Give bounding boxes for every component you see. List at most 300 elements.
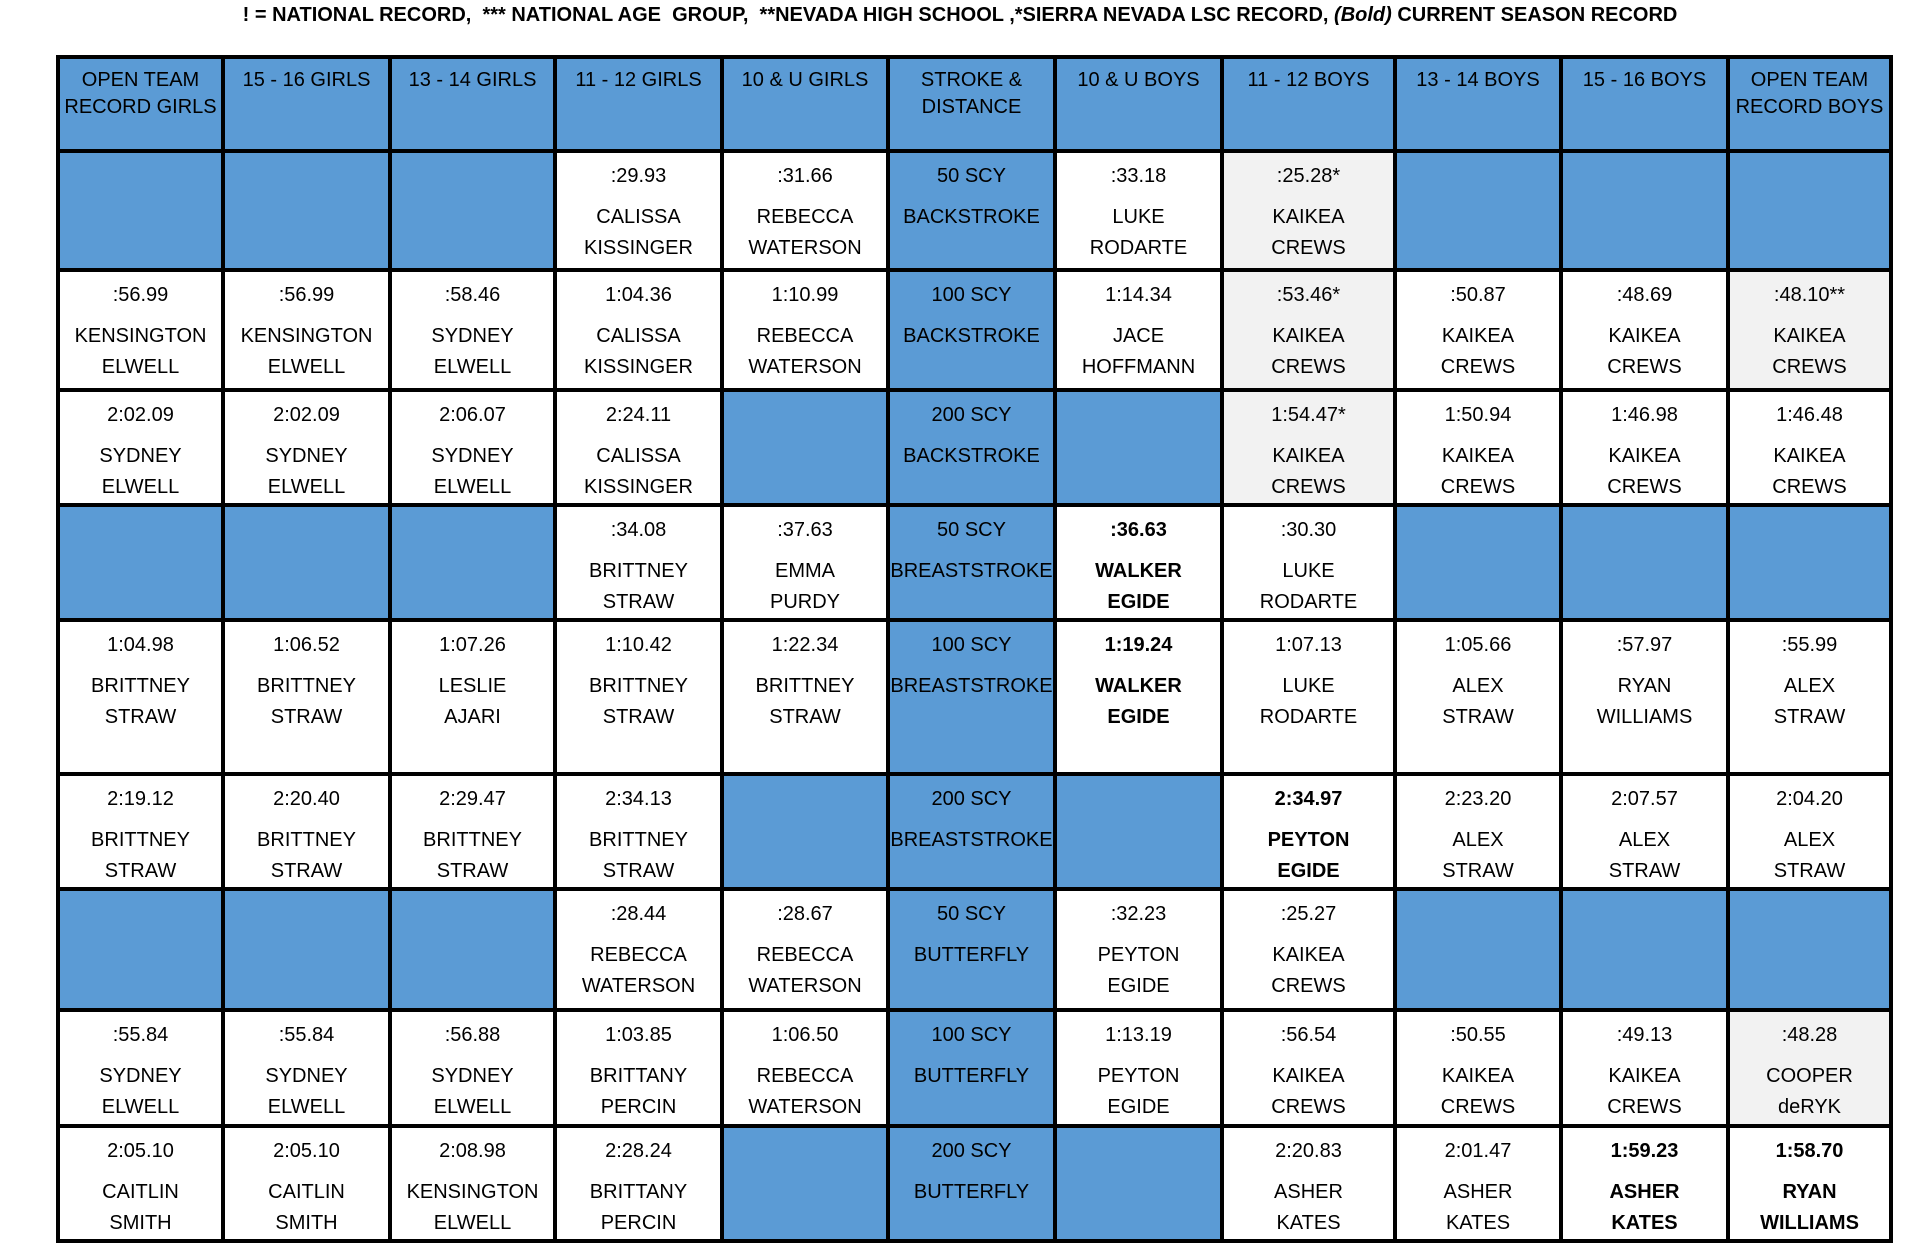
- header-label: 11 - 12 BOYS: [1247, 69, 1370, 91]
- swimmer-last-name: STRAW: [602, 859, 675, 882]
- record-time: :50.87: [1450, 284, 1506, 307]
- legend-text-2: CURRENT SEASON RECORD: [1391, 4, 1678, 26]
- swimmer-first-name: WALKER: [1095, 559, 1182, 582]
- record-time: 2:05.10: [273, 1139, 340, 1162]
- header-15-16-boys: [1561, 57, 1728, 151]
- swimmer-first-name: BRITTNEY: [589, 828, 688, 851]
- record-cell: [1055, 889, 1222, 1010]
- event-stroke: BUTTERFLY: [913, 1180, 1030, 1203]
- event-stroke: BREASTSTROKE: [890, 559, 1053, 582]
- swimmer-last-name: STRAW: [1442, 859, 1514, 882]
- legend-text-bold-note: (Bold): [1334, 4, 1392, 26]
- record-cell: [58, 1126, 223, 1241]
- header-label: 13 - 14 BOYS: [1416, 69, 1540, 91]
- swimmer-last-name: WILLIAMS: [1760, 1211, 1859, 1234]
- swimmer-first-name: LUKE: [1282, 559, 1335, 582]
- swimmer-first-name: KAIKEA: [1441, 325, 1515, 348]
- record-time: 1:19.24: [1104, 634, 1173, 657]
- event-stroke: BACKSTROKE: [903, 444, 1040, 467]
- empty-cell: [1728, 889, 1891, 1010]
- swimmer-first-name: ASHER: [1274, 1180, 1343, 1203]
- swimmer-last-name: CREWS: [1772, 475, 1847, 498]
- record-row: [58, 620, 1891, 773]
- record-cell: [555, 505, 722, 620]
- record-cell: [722, 1010, 888, 1125]
- swimmer-last-name: CREWS: [1271, 475, 1346, 498]
- swimmer-last-name: ELWELL: [267, 1096, 346, 1119]
- swimmer-first-name: COOPER: [1766, 1065, 1853, 1088]
- record-time: :48.10**: [1773, 284, 1846, 307]
- record-time: 1:13.19: [1105, 1024, 1172, 1047]
- swimmer-first-name: PEYTON: [1097, 1065, 1180, 1088]
- swimmer-first-name: KAIKEA: [1608, 444, 1681, 467]
- swimmer-last-name: STRAW: [1773, 859, 1846, 882]
- swimmer-last-name: AJARI: [444, 706, 501, 729]
- event-distance: 50 SCY: [937, 165, 1006, 187]
- record-cell: [1561, 1010, 1728, 1125]
- record-time: :28.44: [610, 903, 667, 926]
- swimmer-last-name: ELWELL: [433, 1211, 512, 1234]
- swimmer-first-name: BRITTNEY: [257, 828, 356, 851]
- record-cell: [1222, 620, 1395, 773]
- swimmer-last-name: STRAW: [104, 706, 177, 729]
- swimmer-first-name: EMMA: [775, 559, 835, 582]
- record-cell: [722, 505, 888, 620]
- swimmer-first-name: ALEX: [1618, 828, 1671, 851]
- record-cell: [1728, 390, 1891, 505]
- swimmer-last-name: RODARTE: [1259, 706, 1358, 729]
- record-cell: [58, 1010, 223, 1125]
- swimmer-first-name: KAIKEA: [1773, 444, 1846, 467]
- record-time: :58.46: [444, 284, 501, 307]
- record-cell: [223, 620, 390, 773]
- record-time: 1:58.70: [1775, 1139, 1844, 1162]
- swimmer-last-name: STRAW: [1773, 706, 1846, 729]
- event-distance: 50 SCY: [937, 518, 1006, 541]
- swimmer-first-name: KAIKEA: [1272, 1065, 1345, 1088]
- record-cell: [1395, 1010, 1561, 1125]
- record-cell: [1561, 390, 1728, 505]
- swimmer-last-name: ELWELL: [433, 475, 512, 498]
- record-time: 2:07.57: [1611, 787, 1678, 810]
- record-time: :48.28: [1781, 1024, 1838, 1047]
- swimmer-first-name: KENSINGTON: [240, 325, 373, 348]
- swimmer-first-name: CALISSA: [596, 206, 681, 228]
- record-time: :34.08: [610, 518, 667, 541]
- record-time: 1:46.48: [1776, 403, 1843, 426]
- record-time: :36.63: [1110, 518, 1167, 541]
- record-time: :28.67: [777, 903, 833, 926]
- record-cell: [1222, 505, 1395, 620]
- record-cell: [390, 774, 555, 889]
- swimmer-last-name: STRAW: [1442, 706, 1514, 729]
- empty-cell: [58, 505, 223, 620]
- swimmer-last-name: STRAW: [602, 706, 675, 729]
- header-label: STROKE &: [920, 69, 1023, 91]
- swimmer-last-name: STRAW: [1608, 859, 1681, 882]
- swimmer-first-name: KENSINGTON: [406, 1180, 539, 1203]
- swimmer-last-name: ELWELL: [433, 356, 512, 379]
- record-cell: [1222, 1010, 1395, 1125]
- record-row: [58, 1010, 1891, 1125]
- swimmer-first-name: ASHER: [1609, 1180, 1680, 1203]
- swimmer-last-name: KATES: [1445, 1211, 1511, 1234]
- event-stroke: BUTTERFLY: [913, 944, 1030, 967]
- record-time: :55.84: [278, 1024, 335, 1047]
- header-label: 15 - 16 GIRLS: [242, 69, 371, 91]
- empty-cell: [390, 889, 555, 1010]
- record-cell: [390, 1126, 555, 1241]
- record-time: :57.97: [1616, 634, 1673, 657]
- swimmer-last-name: ELWELL: [101, 356, 180, 379]
- record-cell: [1055, 151, 1222, 270]
- event-cell: [888, 505, 1055, 620]
- record-cell: [555, 1010, 722, 1125]
- record-cell: [223, 1126, 390, 1241]
- header-label: 13 - 14 GIRLS: [408, 69, 537, 91]
- team-records-table: [56, 55, 1893, 1243]
- record-cell: [722, 151, 888, 270]
- header-10u-boys: [1055, 57, 1222, 151]
- event-cell: [888, 390, 1055, 505]
- swimmer-first-name: SYDNEY: [265, 444, 348, 467]
- record-cell: [1395, 270, 1561, 389]
- swimmer-last-name: EGIDE: [1107, 975, 1170, 998]
- header-open-girls: [58, 57, 223, 151]
- swimmer-first-name: KAIKEA: [1608, 325, 1681, 348]
- record-time: 2:24.11: [605, 403, 672, 426]
- swimmer-last-name: WATERSON: [748, 975, 862, 998]
- swimmer-last-name: WILLIAMS: [1596, 706, 1693, 729]
- record-time: 2:02.09: [273, 403, 340, 426]
- swimmer-first-name: BRITTNEY: [755, 675, 855, 698]
- record-row: [58, 270, 1891, 389]
- empty-cell: [1055, 1126, 1222, 1241]
- record-time: :55.99: [1781, 634, 1838, 657]
- event-stroke: BUTTERFLY: [913, 1065, 1030, 1088]
- record-time: 2:23.20: [1444, 787, 1512, 810]
- swimmer-last-name: STRAW: [270, 706, 343, 729]
- empty-cell: [1561, 151, 1728, 270]
- swimmer-last-name: CREWS: [1607, 1096, 1682, 1119]
- event-cell: [888, 1010, 1055, 1125]
- record-time: :33.18: [1110, 165, 1167, 187]
- record-time: 1:46.98: [1611, 403, 1678, 426]
- swimmer-last-name: CREWS: [1440, 475, 1516, 498]
- record-cell: [1728, 1010, 1891, 1125]
- swimmer-last-name: EGIDE: [1107, 590, 1170, 613]
- swimmer-first-name: ALEX: [1452, 828, 1504, 851]
- swimmer-last-name: CREWS: [1271, 975, 1346, 998]
- record-cell: [1222, 774, 1395, 889]
- record-cell: [390, 1010, 555, 1125]
- swimmer-last-name: EGIDE: [1277, 859, 1340, 882]
- empty-cell: [722, 774, 888, 889]
- event-cell: [888, 151, 1055, 270]
- swimmer-first-name: PEYTON: [1267, 828, 1350, 851]
- record-time: 1:54.47*: [1271, 403, 1346, 426]
- empty-cell: [223, 505, 390, 620]
- header-label: RECORD GIRLS: [64, 96, 217, 118]
- record-time: 2:19.12: [107, 787, 174, 810]
- swimmer-first-name: KAIKEA: [1272, 325, 1345, 348]
- record-time: 1:07.13: [1275, 634, 1342, 657]
- empty-cell: [1395, 151, 1561, 270]
- record-time: 2:01.47: [1444, 1139, 1512, 1162]
- swimmer-first-name: BRITTNEY: [423, 828, 522, 851]
- record-cell: [1728, 1126, 1891, 1241]
- record-time: 1:14.34: [1105, 284, 1172, 307]
- record-row: [58, 151, 1891, 270]
- record-cell: [1222, 151, 1395, 270]
- record-cell: [555, 151, 722, 270]
- record-time: :30.30: [1280, 518, 1337, 541]
- swimmer-first-name: ASHER: [1443, 1180, 1513, 1203]
- record-time: 2:34.13: [605, 787, 672, 810]
- record-cell: [1055, 1010, 1222, 1125]
- swimmer-first-name: PEYTON: [1097, 944, 1180, 967]
- record-row: [58, 390, 1891, 505]
- event-distance: 100 SCY: [931, 284, 1012, 307]
- header-label: DISTANCE: [921, 96, 1022, 118]
- record-time: 2:05.10: [107, 1139, 174, 1162]
- swimmer-last-name: RODARTE: [1089, 237, 1188, 259]
- empty-cell: [223, 151, 390, 270]
- event-distance: 100 SCY: [931, 1024, 1012, 1047]
- swimmer-first-name: WALKER: [1095, 675, 1182, 698]
- swimmer-first-name: KAIKEA: [1773, 325, 1846, 348]
- header-label: RECORD BOYS: [1735, 96, 1884, 118]
- record-time: 2:06.07: [439, 403, 506, 426]
- record-cell: [390, 390, 555, 505]
- record-cell: [1561, 1126, 1728, 1241]
- record-cell: [555, 620, 722, 773]
- swimmer-last-name: PURDY: [769, 590, 840, 613]
- swimmer-first-name: SYDNEY: [431, 325, 514, 348]
- record-row: [58, 774, 1891, 889]
- empty-cell: [1561, 505, 1728, 620]
- swimmer-last-name: KISSINGER: [584, 237, 693, 259]
- record-cell: [223, 270, 390, 389]
- event-distance: 50 SCY: [937, 903, 1006, 926]
- swimmer-last-name: HOFFMANN: [1081, 356, 1196, 379]
- swimmer-last-name: ELWELL: [433, 1096, 512, 1119]
- swimmer-last-name: PERCIN: [600, 1211, 677, 1234]
- record-cell: [1395, 1126, 1561, 1241]
- record-cell: [555, 390, 722, 505]
- swimmer-last-name: EGIDE: [1107, 1096, 1170, 1119]
- swimmer-first-name: REBECCA: [756, 944, 854, 967]
- swimmer-first-name: KAIKEA: [1441, 1065, 1515, 1088]
- record-cell: [555, 1126, 722, 1241]
- header-10u-girls: [722, 57, 888, 151]
- swimmer-last-name: WATERSON: [748, 356, 862, 379]
- swimmer-first-name: BRITTNEY: [91, 675, 190, 698]
- swimmer-last-name: STRAW: [104, 859, 177, 882]
- empty-cell: [1728, 505, 1891, 620]
- record-time: 1:05.66: [1444, 634, 1512, 657]
- swimmer-first-name: RYAN: [1782, 1180, 1837, 1203]
- empty-cell: [1395, 889, 1561, 1010]
- record-cell: [722, 889, 888, 1010]
- swimmer-first-name: SYDNEY: [99, 1065, 182, 1088]
- swimmer-last-name: CREWS: [1440, 1096, 1516, 1119]
- swimmer-first-name: LUKE: [1282, 675, 1335, 698]
- swimmer-last-name: CREWS: [1607, 475, 1682, 498]
- swimmer-last-name: ELWELL: [101, 1096, 180, 1119]
- empty-cell: [1728, 151, 1891, 270]
- event-cell: [888, 270, 1055, 389]
- swimmer-last-name: KATES: [1276, 1211, 1341, 1234]
- swimmer-first-name: REBECCA: [590, 944, 687, 967]
- record-cell: [1561, 774, 1728, 889]
- header-13-14-girls: [390, 57, 555, 151]
- swimmer-first-name: ALEX: [1452, 675, 1504, 698]
- header-label: 11 - 12 GIRLS: [575, 69, 702, 91]
- swimmer-last-name: WATERSON: [581, 975, 696, 998]
- record-time: 2:04.20: [1776, 787, 1843, 810]
- event-stroke: BREASTSTROKE: [890, 828, 1053, 851]
- record-time: 1:03.85: [605, 1024, 672, 1047]
- record-time: 2:28.24: [605, 1139, 672, 1162]
- swimmer-first-name: SYDNEY: [99, 444, 182, 467]
- record-time: :56.88: [444, 1024, 501, 1047]
- record-time: :56.54: [1280, 1024, 1337, 1047]
- swimmer-last-name: CREWS: [1271, 1096, 1346, 1119]
- record-time: 1:50.94: [1444, 403, 1512, 426]
- empty-cell: [58, 889, 223, 1010]
- header-15-16-girls: [223, 57, 390, 151]
- empty-cell: [58, 151, 223, 270]
- record-cell: [1222, 270, 1395, 389]
- header-label: 15 - 16 BOYS: [1582, 69, 1707, 91]
- record-time: 1:04.36: [605, 284, 672, 307]
- swimmer-last-name: ELWELL: [101, 475, 180, 498]
- empty-cell: [390, 151, 555, 270]
- record-cell: [1055, 505, 1222, 620]
- swimmer-first-name: JACE: [1112, 325, 1165, 348]
- record-time: :25.28*: [1276, 165, 1341, 187]
- record-time: :32.23: [1110, 903, 1167, 926]
- swimmer-first-name: REBECCA: [756, 1065, 854, 1088]
- record-time: :56.99: [112, 284, 169, 307]
- legend-text-1: ! = NATIONAL RECORD, *** NATIONAL AGE GROUP, **NEVADA HIGH SCHOOL ,*SIERRA NEVADA LSC RECORD,: [242, 4, 1335, 26]
- swimmer-last-name: CREWS: [1271, 237, 1346, 259]
- swimmer-first-name: KAIKEA: [1272, 444, 1345, 467]
- record-cell: [58, 390, 223, 505]
- header-label: 10 & U BOYS: [1077, 69, 1200, 91]
- header-row: [58, 57, 1891, 151]
- event-distance: 200 SCY: [931, 1139, 1012, 1162]
- swimmer-first-name: REBECCA: [756, 325, 854, 348]
- record-cell: [1222, 889, 1395, 1010]
- swimmer-first-name: BRITTANY: [589, 1180, 688, 1203]
- swimmer-first-name: CAITLIN: [102, 1180, 179, 1203]
- record-time: 1:06.52: [273, 634, 340, 657]
- header-open-boys: [1728, 57, 1891, 151]
- record-row: [58, 889, 1891, 1010]
- swimmer-last-name: KISSINGER: [584, 475, 693, 498]
- record-time: :49.13: [1616, 1024, 1673, 1047]
- record-cell: [1561, 620, 1728, 773]
- record-time: :37.63: [777, 518, 833, 541]
- swimmer-last-name: deRYK: [1777, 1096, 1841, 1119]
- record-time: 1:10.42: [605, 634, 672, 657]
- record-cell: [1055, 270, 1222, 389]
- record-cell: [1222, 1126, 1395, 1241]
- swimmer-first-name: CAITLIN: [268, 1180, 345, 1203]
- record-time: 2:02.09: [107, 403, 174, 426]
- record-time: :31.66: [777, 165, 833, 187]
- swimmer-last-name: SMITH: [109, 1211, 172, 1234]
- swimmer-first-name: KAIKEA: [1272, 206, 1345, 228]
- record-cell: [58, 270, 223, 389]
- swimmer-last-name: STRAW: [436, 859, 509, 882]
- empty-cell: [1561, 889, 1728, 1010]
- swimmer-last-name: STRAW: [270, 859, 343, 882]
- swimmer-first-name: LUKE: [1112, 206, 1165, 228]
- event-stroke: BACKSTROKE: [903, 325, 1040, 348]
- record-row: [58, 1126, 1891, 1241]
- records-legend: [0, 4, 1920, 27]
- record-time: :53.46*: [1276, 284, 1341, 307]
- event-distance: 100 SCY: [931, 634, 1012, 657]
- header-stroke-distance: [888, 57, 1055, 151]
- event-cell: [888, 1126, 1055, 1241]
- record-cell: [555, 270, 722, 389]
- swimmer-first-name: SYDNEY: [431, 444, 514, 467]
- swimmer-first-name: BRITTANY: [589, 1065, 688, 1088]
- swimmer-first-name: KAIKEA: [1441, 444, 1515, 467]
- record-cell: [58, 774, 223, 889]
- swimmer-first-name: SYDNEY: [265, 1065, 348, 1088]
- record-time: :55.84: [112, 1024, 169, 1047]
- swimmer-first-name: RYAN: [1617, 675, 1672, 698]
- swimmer-first-name: BRITTNEY: [91, 828, 190, 851]
- record-cell: [58, 620, 223, 773]
- record-cell: [1561, 270, 1728, 389]
- swimmer-last-name: STRAW: [769, 706, 841, 729]
- swimmer-first-name: BRITTNEY: [589, 675, 688, 698]
- record-time: :25.27: [1280, 903, 1337, 926]
- records-body: [58, 151, 1891, 1241]
- record-time: :56.99: [278, 284, 335, 307]
- record-time: 1:07.26: [439, 634, 506, 657]
- record-cell: [722, 620, 888, 773]
- swimmer-first-name: BRITTNEY: [257, 675, 356, 698]
- swimmer-last-name: EGIDE: [1107, 706, 1170, 729]
- header-label: OPEN TEAM: [1750, 69, 1869, 91]
- swimmer-first-name: KAIKEA: [1608, 1065, 1681, 1088]
- record-cell: [223, 774, 390, 889]
- empty-cell: [722, 390, 888, 505]
- record-cell: [1728, 620, 1891, 773]
- swimmer-last-name: CREWS: [1271, 356, 1346, 379]
- header-11-12-boys: [1222, 57, 1395, 151]
- record-cell: [223, 390, 390, 505]
- swimmer-first-name: REBECCA: [756, 206, 854, 228]
- record-cell: [1728, 774, 1891, 889]
- swimmer-first-name: ALEX: [1783, 675, 1836, 698]
- swimmer-last-name: WATERSON: [748, 237, 862, 259]
- swimmer-last-name: CREWS: [1440, 356, 1516, 379]
- record-time: :48.69: [1616, 284, 1673, 307]
- record-time: 2:20.40: [273, 787, 340, 810]
- event-cell: [888, 889, 1055, 1010]
- record-cell: [223, 1010, 390, 1125]
- header-13-14-boys: [1395, 57, 1561, 151]
- swimmer-last-name: ELWELL: [267, 356, 346, 379]
